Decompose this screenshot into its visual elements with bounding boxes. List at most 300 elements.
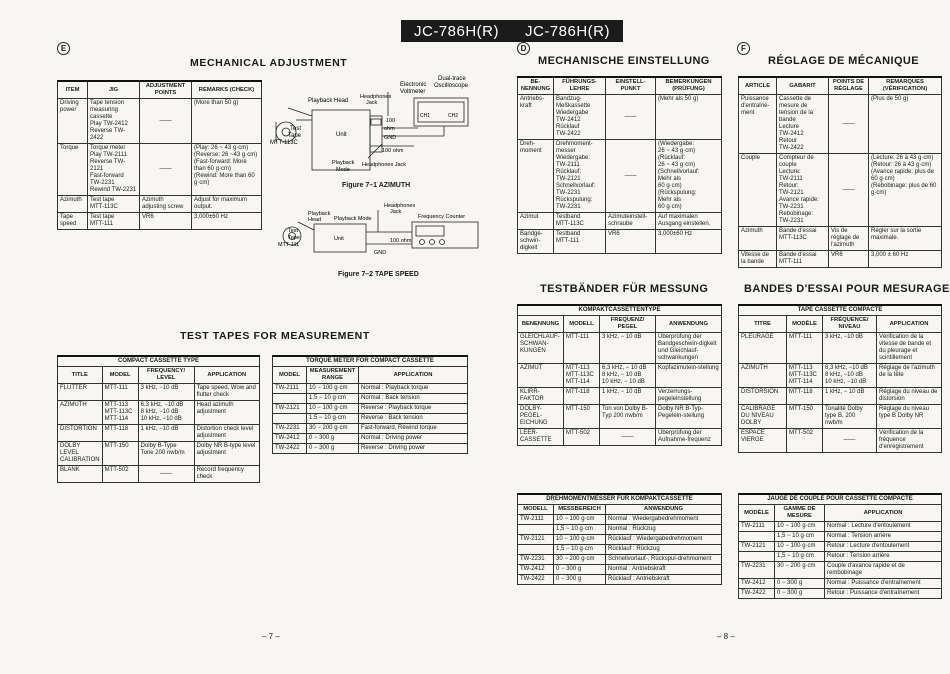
column-header: FREQUENCY/ LEVEL <box>138 367 194 384</box>
diagram-label: Playback <box>308 211 331 217</box>
table-cell: Normal : Wiedergabedrehmoment <box>606 515 722 525</box>
column-header: MODELL <box>518 505 554 515</box>
table-cell: 3,000±60 Hz <box>656 230 722 254</box>
table-cell: VR6 <box>140 213 192 230</box>
table-cell: Compteur de couple Lecture: TW-2111 Retour: TW-2121 Avance rapide: TW-2231 Rebobinage: TW-2231 <box>777 154 829 227</box>
column-header: MODEL <box>273 367 307 384</box>
table-cell: Verzerrungs-pegeleinstellung <box>656 388 722 405</box>
table-row <box>273 384 468 394</box>
table-cell: 3 kHz, − 10 dB <box>600 333 656 364</box>
table-cell: (More than 50 g) <box>192 99 262 144</box>
table-cell: Dolby B-Type Tone 200 nwb/m <box>138 442 194 466</box>
table-cell: TW-2231 <box>518 555 554 565</box>
column-header: FREQUENZ/ PEGEL <box>600 316 656 333</box>
diagram-label: Headphones Jack <box>362 162 407 168</box>
table-cell: Cassette de mesure de tension de la bande Lecture TW-2412 Retour TW-2422 <box>777 95 829 154</box>
table-row <box>518 213 722 230</box>
french-mechanical-table <box>738 76 942 268</box>
table-cell: Head azimuth adjustment <box>194 401 259 425</box>
column-header: ANWENDUNG <box>606 505 722 515</box>
table-cell: 1.5 − 10 g·cm <box>307 414 359 424</box>
french-compact-table <box>738 304 942 453</box>
table-cell: —— <box>606 95 656 140</box>
column-header: MODÈLE <box>787 316 823 333</box>
french-torque-table <box>738 493 942 599</box>
column-header: BEMERKUNGEN (PRÜFUNG) <box>656 77 722 95</box>
column-header: JIG <box>88 81 140 99</box>
column-header: APPLICATION <box>194 367 259 384</box>
table-cell: TW-2231 <box>273 424 307 434</box>
table-cell: 3,000 ± 60 Hz <box>869 251 942 268</box>
table-cell: PLEURAGE <box>739 333 787 364</box>
table-cell: MTT-118 <box>102 425 138 442</box>
table-cell: VR6 <box>606 230 656 254</box>
table-cell: 10 − 100 g·cm <box>554 535 606 545</box>
table-cell: CALIBRAGE DU NIVEAU DOLBY <box>739 405 787 429</box>
table-cell: Drehmoment-messer Wiedergabe: TW-2111 Rücklauf: TW-2121 Schnellvorlauf: TW-2231 Rückspulung: TW-2231 <box>554 140 606 213</box>
table-cell: Dolby NR B-type level adjustment <box>194 442 259 466</box>
table-cell: —— <box>600 429 656 446</box>
table-row <box>58 401 260 425</box>
tape-speed-diagram <box>278 198 488 264</box>
table-cell: Retour : Tension arrière <box>825 552 942 562</box>
table-cell: LEER-CASSETTE <box>518 429 564 446</box>
table-cell: Test tape MTT-113C <box>88 196 140 213</box>
table-cell: Reverse : Driving power <box>359 444 468 454</box>
table-row <box>58 213 262 230</box>
testbaender-title: TESTBÄNDER FÜR MESSUNG <box>540 283 709 295</box>
table-cell: 1.5 − 10 g·cm <box>307 394 359 404</box>
table-cell: Tape tension measuring cassette Play TW-2412 Reverse TW-2422 <box>88 99 140 144</box>
table-row <box>739 562 942 579</box>
table-cell: Ton von Dolby B-Typ 200 nwb/m <box>600 405 656 429</box>
table-cell: TW-2121 <box>518 535 554 545</box>
table-cell: 0 − 300 g <box>307 444 359 454</box>
table-row <box>518 405 722 429</box>
diagram-label: Tape <box>288 133 302 139</box>
table-row <box>518 565 722 575</box>
table-cell: 6,3 kHz, −10 dB 8 kHz, −10 dB 10 kHz, −10 dB <box>823 364 877 388</box>
table-cell: Réglage du niveau type B Dolby NR <box>877 405 942 429</box>
table-cell <box>518 545 554 555</box>
table-row <box>739 579 942 589</box>
table-cell: Normal : Lecture d'entoulement <box>825 522 942 532</box>
table-cell: TAPE CASSETTE COMPACTE <box>739 305 942 316</box>
table-cell: Normal : Tension arrière <box>825 532 942 542</box>
table-cell: Réglage de l'azimuth de la tête <box>877 364 942 388</box>
table-row <box>739 589 942 599</box>
table-cell: Normal : Driving power <box>359 434 468 444</box>
table-cell: 1 kHz, −10 dB <box>138 425 194 442</box>
model-label-right: JC-786H(R) <box>524 22 610 40</box>
table-cell: Normal : Back tension <box>359 394 468 404</box>
table-cell: DOLBY LEVEL CALIBRATION <box>58 442 103 466</box>
table-cell: Réglage du niveau de distorsion <box>877 388 942 405</box>
table-cell: KLIRR-FAKTOR <box>518 388 564 405</box>
table-cell: Normal : Antriebskraft <box>606 565 722 575</box>
table-cell: 30 − 200 g·cm <box>307 424 359 434</box>
column-header: ADJUSTMENT POINTS <box>140 81 192 99</box>
table-row <box>518 545 722 555</box>
table-row <box>273 434 468 444</box>
table-cell: 10 − 100 g·cm <box>554 515 606 525</box>
table-cell: Vis de réglage de l'azimuth <box>829 227 869 251</box>
column-header: MODELL <box>564 316 600 333</box>
column-header: TITLE <box>58 367 103 384</box>
table-cell: TW-2111 <box>518 515 554 525</box>
table-row <box>273 444 468 454</box>
table-cell: 0 − 300 g <box>775 589 825 599</box>
table-cell: AZIMUTH <box>739 364 787 388</box>
table-row <box>739 429 942 453</box>
model-label-left: JC-786H(R) <box>413 22 499 40</box>
table-cell: Bande d'essai MTT-113C <box>777 227 829 251</box>
table-cell: —— <box>823 429 877 453</box>
table-row <box>273 394 468 404</box>
table-cell: MTT-150 <box>564 405 600 429</box>
table-cell: 0 − 300 g <box>554 565 606 575</box>
column-header: BE-NENNUNG <box>518 77 554 95</box>
table-row <box>58 196 262 213</box>
diagram-label: Playback Mode <box>334 216 372 222</box>
table-cell: 30 − 200 g·cm <box>554 555 606 565</box>
table-cell: Reverse : Playback torque <box>359 404 468 414</box>
table-cell: Azimuth <box>739 227 777 251</box>
table-cell: Couple <box>739 154 777 227</box>
table-row <box>58 442 260 466</box>
table-cell: —— <box>138 466 194 483</box>
diagram-label: 100 <box>386 118 396 124</box>
model-banner <box>401 20 623 42</box>
diagram-label: Head <box>308 217 322 223</box>
table-row <box>739 542 942 552</box>
bandes-essai-title: BANDES D'ESSAI POUR MESURAGE <box>744 283 950 295</box>
diagram-label: 100 ohm <box>390 238 412 244</box>
table-cell: DISTORTION <box>58 425 103 442</box>
column-header: APPLICATION <box>877 316 942 333</box>
table-cell: TORQUE METER FOR COMPACT CASSETTE <box>273 356 468 367</box>
table-cell: 1,5 − 10 g·cm <box>775 532 825 542</box>
table-cell: 10 − 100 g·cm <box>307 384 359 394</box>
table-cell: 30 − 200 g·cm <box>775 562 825 579</box>
table-cell <box>273 394 307 404</box>
english-section-marker: E <box>57 42 70 55</box>
table-cell: —— <box>829 154 869 227</box>
diagram-label: Voltmeter <box>400 89 426 95</box>
table-cell: MTT-111 <box>564 333 600 364</box>
table-cell: Couple d'avance rapide et de rembobinage <box>825 562 942 579</box>
table-cell: 10 − 100 g·cm <box>775 522 825 532</box>
table-cell: BLANK <box>58 466 103 483</box>
figure-7-2-caption: Figure 7–2 TAPE SPEED <box>338 271 419 278</box>
german-section-marker: D <box>517 42 530 55</box>
table-cell: JAUGE DE COUPLE POUR CASSETTE COMPACTE <box>739 494 942 505</box>
column-header: REMARKS (CHECK) <box>192 81 262 99</box>
diagram-label: GND <box>374 250 387 256</box>
table-row <box>518 429 722 446</box>
table-cell: Antriebs-kraft <box>518 95 554 140</box>
diagram-label: Playback <box>332 160 355 166</box>
table-cell: 3 kHz, −10 dB <box>823 333 877 364</box>
column-header: MEASUREMENT RANGE <box>307 367 359 384</box>
table-cell: (Plus de 50 g) <box>869 95 942 154</box>
diagram-label: Tape <box>288 235 300 241</box>
column-header: APPLICATION <box>825 505 942 522</box>
table-cell: 6,3 kHz, − 10 dB 8 kHz, − 10 dB 10 kHz, − 10 dB <box>600 364 656 388</box>
table-cell: (Lecture: 26 à 43 g·cm) (Retour: 26 à 43 g·cm) (Avance rapide: plus de 60 g·cm) (Rebobinage: plus de 60 g·cm) <box>869 154 942 227</box>
table-row <box>739 388 942 405</box>
table-cell: TW-2111 <box>273 384 307 394</box>
table-cell: MTT-113 MTT-113C MTT-114 <box>102 401 138 425</box>
table-cell: KOMPAKTCASSETTENTYPE <box>518 305 722 316</box>
table-cell: Auf maximalen Ausgang einstellen. <box>656 213 722 230</box>
diagram-label: Dual-trace <box>438 76 466 82</box>
column-header: ANWENDUNG <box>656 316 722 333</box>
table-cell: Azimuth <box>58 196 88 213</box>
table-cell: 0 − 300 g <box>775 579 825 589</box>
table-row <box>739 154 942 227</box>
table-cell: AZIMUTH <box>58 401 103 425</box>
table-cell: MTT-111 <box>102 384 138 401</box>
diagram-label: Oscilloscope <box>434 83 469 89</box>
column-header: MODEL <box>102 367 138 384</box>
table-cell: TW-2412 <box>273 434 307 444</box>
table-cell: Test tape MTT-111 <box>88 213 140 230</box>
torque-meter-table <box>272 355 468 454</box>
table-cell: Bandge-schwin-digkeit <box>518 230 554 254</box>
diagram-label: Test <box>288 228 299 234</box>
diagram-label: MTT-111 <box>278 242 300 248</box>
table-row <box>58 99 262 144</box>
column-header: ARTICLE <box>739 77 777 95</box>
table-row <box>739 522 942 532</box>
table-cell: MTT-502 <box>787 429 823 453</box>
diagram-label: CH2 <box>448 113 459 119</box>
table-cell: TW-2412 <box>739 579 775 589</box>
azimuth-diagram <box>268 72 478 192</box>
table-cell: (Wiedergabe: 26 ~ 43 g·cm) (Rücklauf: 26 ~ 43 g·cm) (Schnellvorlauf: Mehr als 60 g·cm) (Rückspulung: Mehr als 60 g·cm) <box>656 140 722 213</box>
diagram-label: Mode <box>336 167 350 173</box>
table-cell: Torque meter Play TW-2111 Reverse TW-2121 Fast-forward TW-2231 Rewind TW-2231 <box>88 144 140 196</box>
table-row <box>739 405 942 429</box>
table-cell: 10 − 100 g·cm <box>307 404 359 414</box>
column-header: FÜHRUNGS-LEHRE <box>554 77 606 95</box>
diagram-label: Playback Head <box>308 98 349 104</box>
table-cell: AZIMUT <box>518 364 564 388</box>
german-compact-table <box>517 304 722 446</box>
table-cell: Normal : Rückzug <box>606 525 722 535</box>
table-cell: TW-2422 <box>518 575 554 585</box>
table-cell: Rücklauf : Antriebskraft <box>606 575 722 585</box>
table-cell: Reverse : Back tension <box>359 414 468 424</box>
table-cell: Driving power <box>58 99 88 144</box>
page-number-right: – 8 – <box>717 632 735 641</box>
table-cell: Überprüfung der Aufnahme-frequenz <box>656 429 722 446</box>
diagram-label: Jack <box>366 100 378 106</box>
table-cell: —— <box>829 95 869 154</box>
diagram-label: 100 ohm <box>382 148 404 154</box>
mechanical-adjustment-table <box>57 80 262 230</box>
table-cell: Tape speed <box>58 213 88 230</box>
table-cell: 1 kHz, − 10 dB <box>600 388 656 405</box>
table-cell: 0 − 300 g <box>554 575 606 585</box>
column-header: GABARIT <box>777 77 829 95</box>
table-cell: Torque <box>58 144 88 196</box>
diagram-label: Test <box>290 126 302 132</box>
mechanische-einstellung-title: MECHANISCHE EINSTELLUNG <box>538 55 710 67</box>
german-mechanical-table <box>517 76 722 254</box>
table-cell: MTT-118 <box>564 388 600 405</box>
table-cell: MTT-502 <box>564 429 600 446</box>
column-header: ITEM <box>58 81 88 99</box>
table-row <box>58 466 260 483</box>
table-row <box>739 95 942 154</box>
table-cell: MTT-118 <box>787 388 823 405</box>
table-row <box>273 424 468 434</box>
column-header: POINTS DE RÉGLAGE <box>829 77 869 95</box>
table-row <box>58 144 262 196</box>
table-row <box>58 384 260 401</box>
table-cell: TW-2121 <box>273 404 307 414</box>
table-cell: MTT-113 MTT-113C MTT-114 <box>564 364 600 388</box>
table-row <box>739 251 942 268</box>
table-cell: Retour : Puissance d'entraînement <box>825 589 942 599</box>
table-row <box>518 555 722 565</box>
table-cell: Fast-forward, Rewind torque <box>359 424 468 434</box>
table-cell: TW-2422 <box>739 589 775 599</box>
column-header: FRÉQUENCE/ NIVEAU <box>823 316 877 333</box>
table-cell: Testband MTT-113C <box>554 213 606 230</box>
table-row <box>518 575 722 585</box>
column-header: TITRE <box>739 316 787 333</box>
table-cell: Azimuth adjusting screw <box>140 196 192 213</box>
table-row <box>518 140 722 213</box>
table-cell: (Play: 26 ~ 43 g·cm) (Reverse: 26 ~43 g·cm) (Fast-forward: More than 60 g·cm) (Rewind: More than 60 g·cm) <box>192 144 262 196</box>
table-cell: Rücklauf : Rückzug <box>606 545 722 555</box>
table-cell: MTT-150 <box>102 442 138 466</box>
page-number-left: – 7 – <box>262 632 280 641</box>
table-cell: Überprüfung der Bandgeschwin-digkeit und Gleichlauf-schwankungen <box>656 333 722 364</box>
diagram-label: Jack <box>390 209 402 215</box>
diagram-label: GND <box>384 135 397 141</box>
table-cell: DOLBY-PEGEL-EICHUNG <box>518 405 564 429</box>
french-section-marker: F <box>737 42 750 55</box>
table-cell <box>518 525 554 535</box>
table-row <box>518 388 722 405</box>
column-header: MODÈLE <box>739 505 775 522</box>
table-cell: Schnellvorlauf-, Rückspul-drehmoment <box>606 555 722 565</box>
table-row <box>273 404 468 414</box>
diagram-label: Unit <box>334 236 344 242</box>
table-cell: Tape speed, Wow and flutter check <box>194 384 259 401</box>
table-cell: MTT-113 MTT-113C MTT-114 <box>787 364 823 388</box>
table-row <box>739 333 942 364</box>
table-row <box>739 227 942 251</box>
table-cell: Normal : Puissance d'entraînement <box>825 579 942 589</box>
diagram-label: Electronic <box>400 82 427 88</box>
diagram-label: Headphones <box>360 94 392 100</box>
table-row <box>739 364 942 388</box>
table-cell: COMPACT CASSETTE TYPE <box>58 356 260 367</box>
table-cell: —— <box>606 140 656 213</box>
table-cell: ESPACE VIERGE <box>739 429 787 453</box>
table-row <box>518 515 722 525</box>
table-row <box>739 552 942 562</box>
table-cell: Dolby NR B-Typ-Pegelein-stellung <box>656 405 722 429</box>
table-cell: (Mehr als 50 g) <box>656 95 722 140</box>
diagram-label: MTT-113C <box>270 140 298 146</box>
table-cell: Vitesse de la bande <box>739 251 777 268</box>
compact-cassette-table <box>57 355 260 483</box>
table-row <box>518 525 722 535</box>
table-cell: Testband MTT-111 <box>554 230 606 254</box>
table-cell: 6.3 kHz, −10 dB 8 kHz, −10 dB 10 kHz, −10 dB <box>138 401 194 425</box>
table-cell: Azimut <box>518 213 554 230</box>
table-cell: Distortion check level adjustment <box>194 425 259 442</box>
column-header: APPLICATION <box>359 367 468 384</box>
table-row <box>518 333 722 364</box>
table-cell: Régler sur la sortie maximale. <box>869 227 942 251</box>
table-cell: Rücklauf : Wiedergabedrehmoment <box>606 535 722 545</box>
table-cell <box>739 552 775 562</box>
table-cell: TW-2422 <box>273 444 307 454</box>
table-cell: 1,5 − 10 g·cm <box>554 545 606 555</box>
table-cell: Record frequency check <box>194 466 259 483</box>
test-tapes-title: TEST TAPES FOR MEASUREMENT <box>180 330 370 342</box>
table-cell: Bandzug-Meßkassette Wiedergabe TW-2412 Rücklauf TW-2422 <box>554 95 606 140</box>
table-row <box>739 532 942 542</box>
table-cell: 1,5 − 10 g·cm <box>554 525 606 535</box>
table-row <box>58 425 260 442</box>
table-cell: Normal : Playback torque <box>359 384 468 394</box>
table-row <box>518 535 722 545</box>
diagram-label: Unit <box>336 132 347 138</box>
table-cell: 3,000±60 Hz <box>192 213 262 230</box>
table-cell: 0 − 300 g <box>307 434 359 444</box>
table-row <box>518 95 722 140</box>
table-cell: 10 − 100 g·cm <box>775 542 825 552</box>
diagram-label: Frequency Counter <box>418 214 466 220</box>
column-header: EINSTELL-PUNKT <box>606 77 656 95</box>
table-cell: DREHMOMENTMESSER FÜR KOMPAKTCASSETTE <box>518 494 722 505</box>
table-cell: Vérification de la fréquence d'enregistrement <box>877 429 942 453</box>
table-cell: Dreh-moment <box>518 140 554 213</box>
german-torque-table <box>517 493 722 585</box>
figure-7-1-caption: Figure 7–1 AZIMUTH <box>342 182 411 189</box>
table-cell: DISTORSION <box>739 388 787 405</box>
table-cell: MTT-502 <box>102 466 138 483</box>
table-cell: VR6 <box>829 251 869 268</box>
table-cell <box>739 532 775 542</box>
table-cell: Kopfazimutein-stellung <box>656 364 722 388</box>
table-cell: MTT-150 <box>787 405 823 429</box>
table-cell: Bande d'essai MTT-111 <box>777 251 829 268</box>
table-cell: TW-2231 <box>739 562 775 579</box>
table-cell: TW-2111 <box>739 522 775 532</box>
table-cell <box>273 414 307 424</box>
mechanical-adjustment-title: MECHANICAL ADJUSTMENT <box>190 57 348 69</box>
diagram-label: Headphones <box>384 203 416 209</box>
table-cell: Tonalité Dolby type B, 200 nwb/m <box>823 405 877 429</box>
table-row <box>273 414 468 424</box>
table-cell: Adjust for maximum output. <box>192 196 262 213</box>
reglage-mecanique-title: RÉGLAGE DE MÉCANIQUE <box>768 55 920 67</box>
column-header: GAMME DE MESURE <box>775 505 825 522</box>
diagram-label: CH1 <box>420 113 431 119</box>
table-row <box>518 364 722 388</box>
table-cell: —— <box>140 99 192 144</box>
column-header: REMARQUES (VÉRIFICATION) <box>869 77 942 95</box>
